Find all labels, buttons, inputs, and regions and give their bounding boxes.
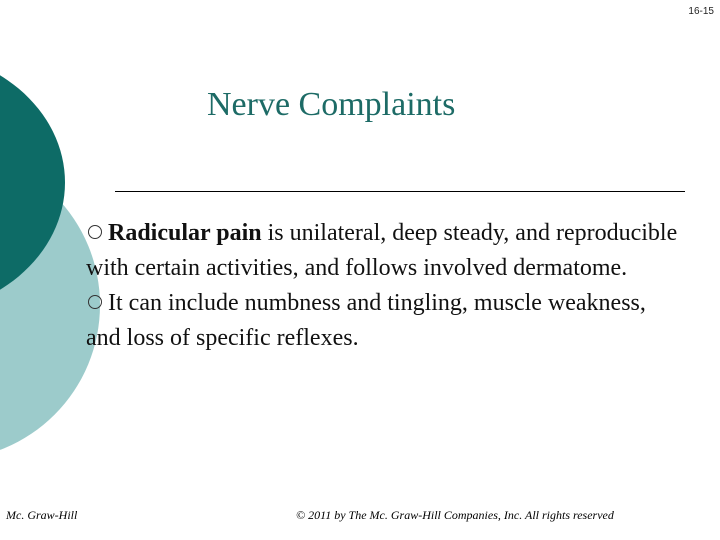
title-divider [115,191,685,192]
slide-title: Nerve Complaints [207,86,456,123]
circle-bullet-icon [88,225,102,239]
bullet-item [86,216,686,286]
circle-bullet-icon [88,295,102,309]
footer-copyright: © 2011 by The Mc. Graw-Hill Companies, Inc. All rights reserved [296,508,614,522]
footer-publisher: Mc. Graw-Hill [6,508,78,522]
bullet-text: is unilateral, deep steady, and reproducible with certain activities, and follows involved dermatome. [86,220,678,281]
bullet-text: It can include numbness and tingling, muscle weakness, and loss of specific reflexes. [86,290,646,351]
bullet-item [86,286,686,356]
bullet-bold-lead: Radicular pain [108,220,262,246]
bullet-list [86,216,686,356]
slide-number: 16-15 [688,6,714,17]
